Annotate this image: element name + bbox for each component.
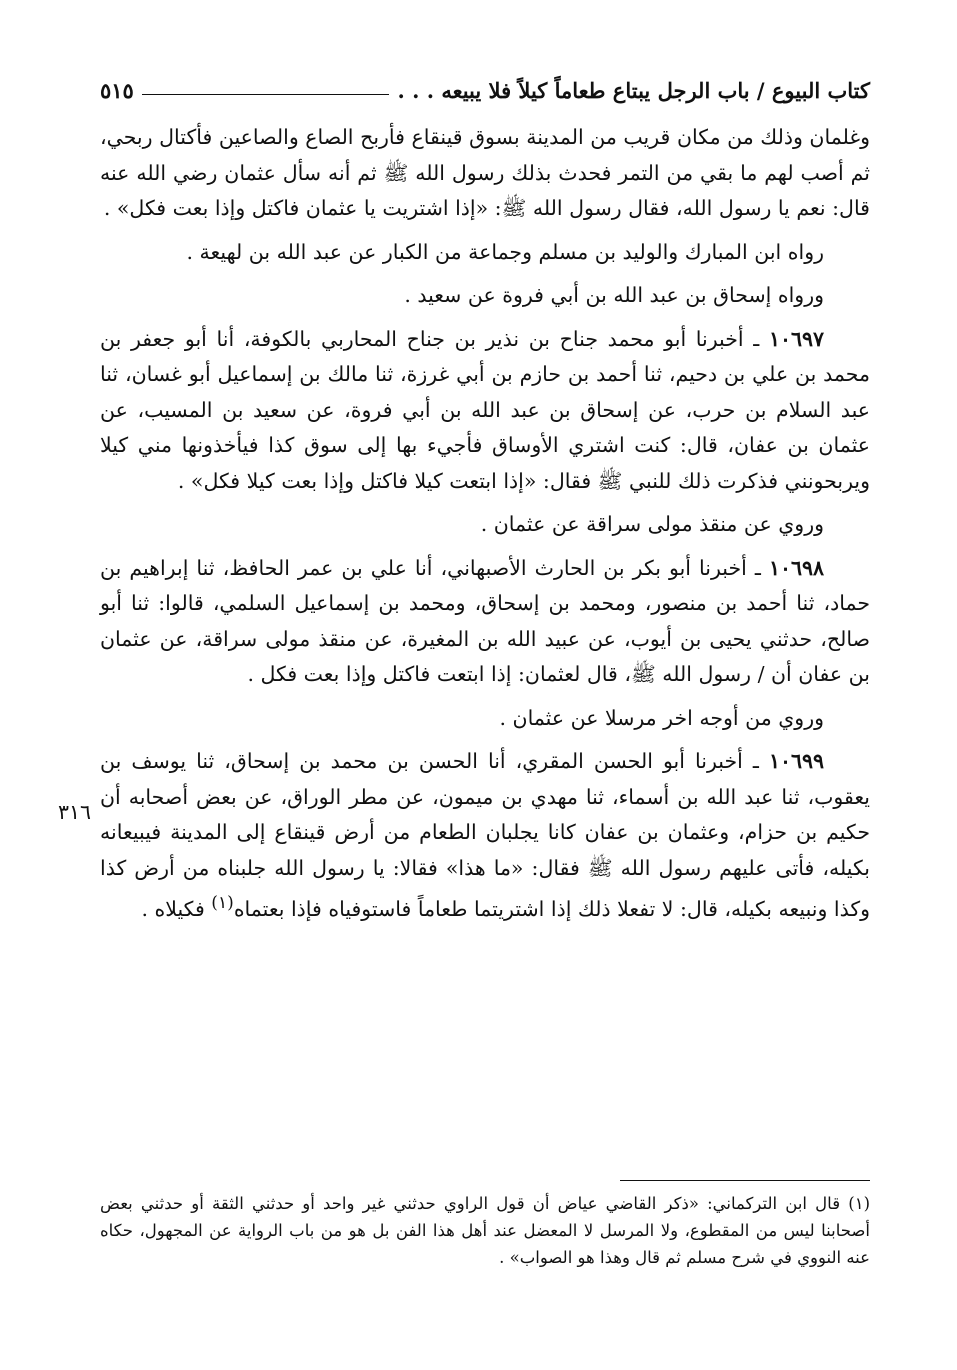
hadith-text: ـ أخبرنا أبو بكر بن الحارث الأصبهاني، أنا علي بن عمر الحافظ، ثنا إبراهيم بن حماد، ثنا أحمد بن منصور، ومحمد بن إسحاق، ومحمد بن إسماعيل السلمي، قالوا: ثنا أبو صالح، حدثني يحيى بن أيوب، عن عبيد الله بن المغيرة، عن منقذ مولى سراقة، عن عثمان بن عفان أن / رسول الله ﷺ، قال لعثمان: إذا ابتعت فاكتل وإذا بعت فكل . [100,555,870,686]
paragraph-narration-note: ورواه إسحاق بن عبد الله بن أبي فروة عن سعيد . [404,283,824,307]
hadith-number: ١٠٦٩٨ [768,555,824,580]
hadith-entry [100,322,870,500]
hadith-entry [100,551,870,693]
hadith-number: ١٠٦٩٧ [768,326,824,351]
margin-page-number: ٣١٦ [58,800,92,824]
hadith-text: ـ أخبرنا أبو محمد جناح بن نذير بن جناح المحاربي بالكوفة، أنا أبو جعفر بن محمد بن علي بن دحيم، ثنا أحمد بن حازم بن أبي غرزة، ثنا مالك بن إسماعيل أبو غسان، ثنا عبد السلام بن حرب، عن إسحاق بن عبد الله بن أبي فروة، عن سعيد بن المسيب، عن عثمان بن عفان، قال: كنت اشتري الأوساق فأجيء بها إلى سوق كذا فيأخذونها مني كيلا ويربحونني فذكرت ذلك للنبي ﷺ فقال: «إذا ابتعت كيلا فاكتل وإذا بعت كيلا فكل» . [100,326,870,493]
paragraph-narration-note: وروي عن منقذ مولى سراقة عن عثمان . [480,512,824,536]
hadith-text: ـ أخبرنا أبو الحسن المقري، أنا الحسن بن محمد بن إسحاق، ثنا يوسف بن يعقوب، ثنا عبد الله بن أسماء، ثنا مهدي بن ميمون، عن مطر الوراق، عن بعض أصحابه أن حكيم بن حزام، وعثمان بن عفان كانا يجلبان الطعام من أرض قينقاع إلى المدينة فيبيعانه بكيله، فأتى عليهم رسول الله ﷺ فقال: «ما هذا» فقالا: يا رسول الله جلبناه من أرض كذا وكذا ونبيعه بكيله، قال: لا تفعلا ذلك إذا اشتريتما طعاماً فاستوفياه فإذا بعتماه [100,749,870,921]
footnote-rule [620,1180,870,1181]
hadith-text-tail: فكيلاه . [141,896,212,921]
paragraph-narration-note: وروي من أوجه اخر مرسلا عن عثمان . [499,705,824,730]
running-header [100,70,870,110]
page-number: ٥١٥ [100,77,134,103]
footnote: (١) قال ابن التركماني: «ذكر القاضي عياض أن قول الراوي حدثني غير واحد أو حدثني الثقة أو حدثني بعض أصحابنا ليس من المقطوع، ولا المرسل لا المعضل عند أهل هذا الفن بل هو من باب الرواية عن المجهول، حكاه عنه النووي في شرح مسلم ثم قال وهذا هو الصواب» . [100,1194,870,1267]
header-rule [142,94,390,95]
paragraph-narration-note: رواه ابن المبارك والوليد بن مسلم وجماعة من الكبار عن عبد الله بن لهيعة . [186,239,824,264]
header-title: كتاب البيوع / باب الرجل يبتاع طعاماً كيلاً فلا يبيعه . . . [397,77,870,103]
paragraph-continuation: وغلمان وذلك من مكان قريب من المدينة بسوق قينقاع فأربح الصاع والصاعين فأكتال ربحي، ثم أصب لهم ما بقي من التمر فحدث بذلك رسول الله ﷺ ثم أنه سأل عثمان رضي الله عنه قال: نعم يا رسول الله، فقال رسول الله ﷺ: «إذا اشتريت يا عثمان فاكتل وإذا بعت فكل» . [100,125,870,220]
page-body [100,70,870,935]
footnote-reference: (١) [211,893,234,913]
hadith-number: ١٠٦٩٩ [768,749,824,773]
hadith-entry [100,744,870,927]
